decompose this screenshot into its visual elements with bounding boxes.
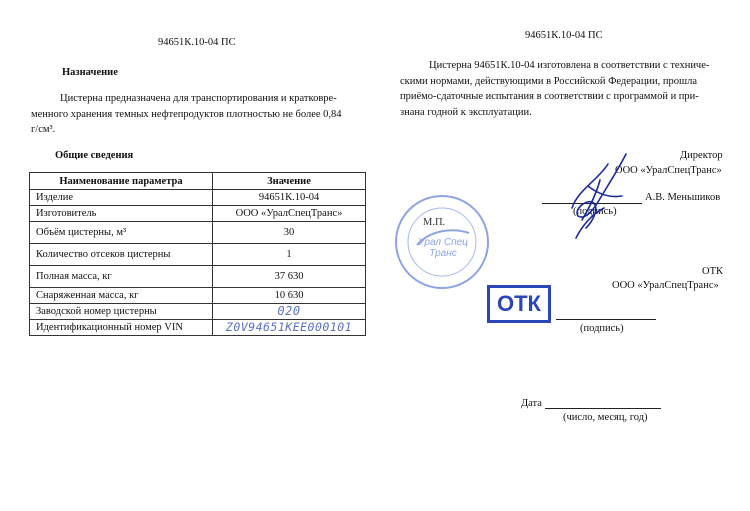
mp-label: М.П. bbox=[423, 217, 446, 228]
otk-sign-line bbox=[556, 319, 656, 320]
column-header: Значение bbox=[213, 173, 366, 190]
otk-stamp: ОТК bbox=[487, 285, 551, 323]
param-value-handwritten: 020 bbox=[213, 304, 366, 320]
cert-line: приёмо-сдаточные испытания в соответствии с программой и при- bbox=[400, 91, 699, 102]
param-name: Изготовитель bbox=[30, 206, 213, 222]
param-value: 10 630 bbox=[213, 288, 366, 304]
purpose-text bbox=[31, 91, 342, 138]
table-row bbox=[30, 244, 366, 266]
cert-line: знана годной к эксплуатации. bbox=[400, 106, 532, 118]
table-row bbox=[30, 190, 366, 206]
param-value: 94651К.10-04 bbox=[213, 190, 366, 206]
right-page-header: 94651К.10-04 ПС bbox=[525, 30, 603, 41]
table-header-row bbox=[30, 173, 366, 190]
purpose-line: менного хранения темных нефтепродуктов плотностью не более 0,84 bbox=[31, 108, 342, 120]
date-line bbox=[545, 408, 661, 409]
param-name: Количество отсеков цистерны bbox=[30, 244, 213, 266]
param-name: Заводской номер цистерны bbox=[30, 304, 213, 320]
director-org: ООО «УралСпецТранс» bbox=[615, 165, 722, 176]
certification-text bbox=[400, 58, 709, 120]
param-name: Идентификационный номер VIN bbox=[30, 320, 213, 336]
param-name: Снаряженная масса, кг bbox=[30, 288, 213, 304]
purpose-line: г/см³. bbox=[31, 124, 56, 135]
otk-org: ООО «УралСпецТранс» bbox=[612, 280, 719, 291]
otk-sign-caption: (подпись) bbox=[580, 323, 624, 334]
director-name: А.В. Меньшиков bbox=[645, 192, 721, 203]
table-row bbox=[30, 222, 366, 244]
table-row bbox=[30, 206, 366, 222]
otk-title: ОТК bbox=[702, 266, 723, 277]
parameters-table bbox=[29, 172, 366, 336]
director-title: Директор bbox=[680, 150, 723, 161]
left-page-header: 94651К.10-04 ПС bbox=[158, 37, 236, 48]
param-name: Изделие bbox=[30, 190, 213, 206]
param-value: ООО «УралСпецТранс» bbox=[213, 206, 366, 222]
seal-text: Урал Спец Транс bbox=[418, 237, 468, 259]
param-value: 30 bbox=[213, 222, 366, 244]
table-row bbox=[30, 288, 366, 304]
general-info-title: Общие сведения bbox=[55, 150, 134, 161]
company-seal bbox=[393, 193, 491, 291]
param-value: 1 bbox=[213, 244, 366, 266]
director-signature bbox=[548, 150, 648, 242]
cert-line: скими нормами, действующими в Российской Федерации, прошла bbox=[400, 75, 698, 87]
param-value: 37 630 bbox=[213, 266, 366, 288]
table-row bbox=[30, 304, 366, 320]
table-row bbox=[30, 266, 366, 288]
date-caption: (число, месяц, год) bbox=[563, 412, 648, 423]
param-name: Полная масса, кг bbox=[30, 266, 213, 288]
purpose-line: Цистерна предназначена для транспортирования и кратковре- bbox=[60, 93, 337, 104]
date-label: Дата bbox=[521, 398, 542, 409]
column-header: Наименование параметра bbox=[30, 173, 213, 190]
param-name: Объём цистерны, м³ bbox=[30, 222, 213, 244]
director-sign-caption: (подпись) bbox=[573, 206, 617, 217]
cert-line: Цистерна 94651К.10-04 изготовлена в соответствии с техниче- bbox=[429, 60, 710, 71]
section-purpose-title: Назначение bbox=[62, 67, 118, 78]
param-value-handwritten: Z0V94651KEE000101 bbox=[213, 320, 366, 336]
table-row bbox=[30, 320, 366, 336]
